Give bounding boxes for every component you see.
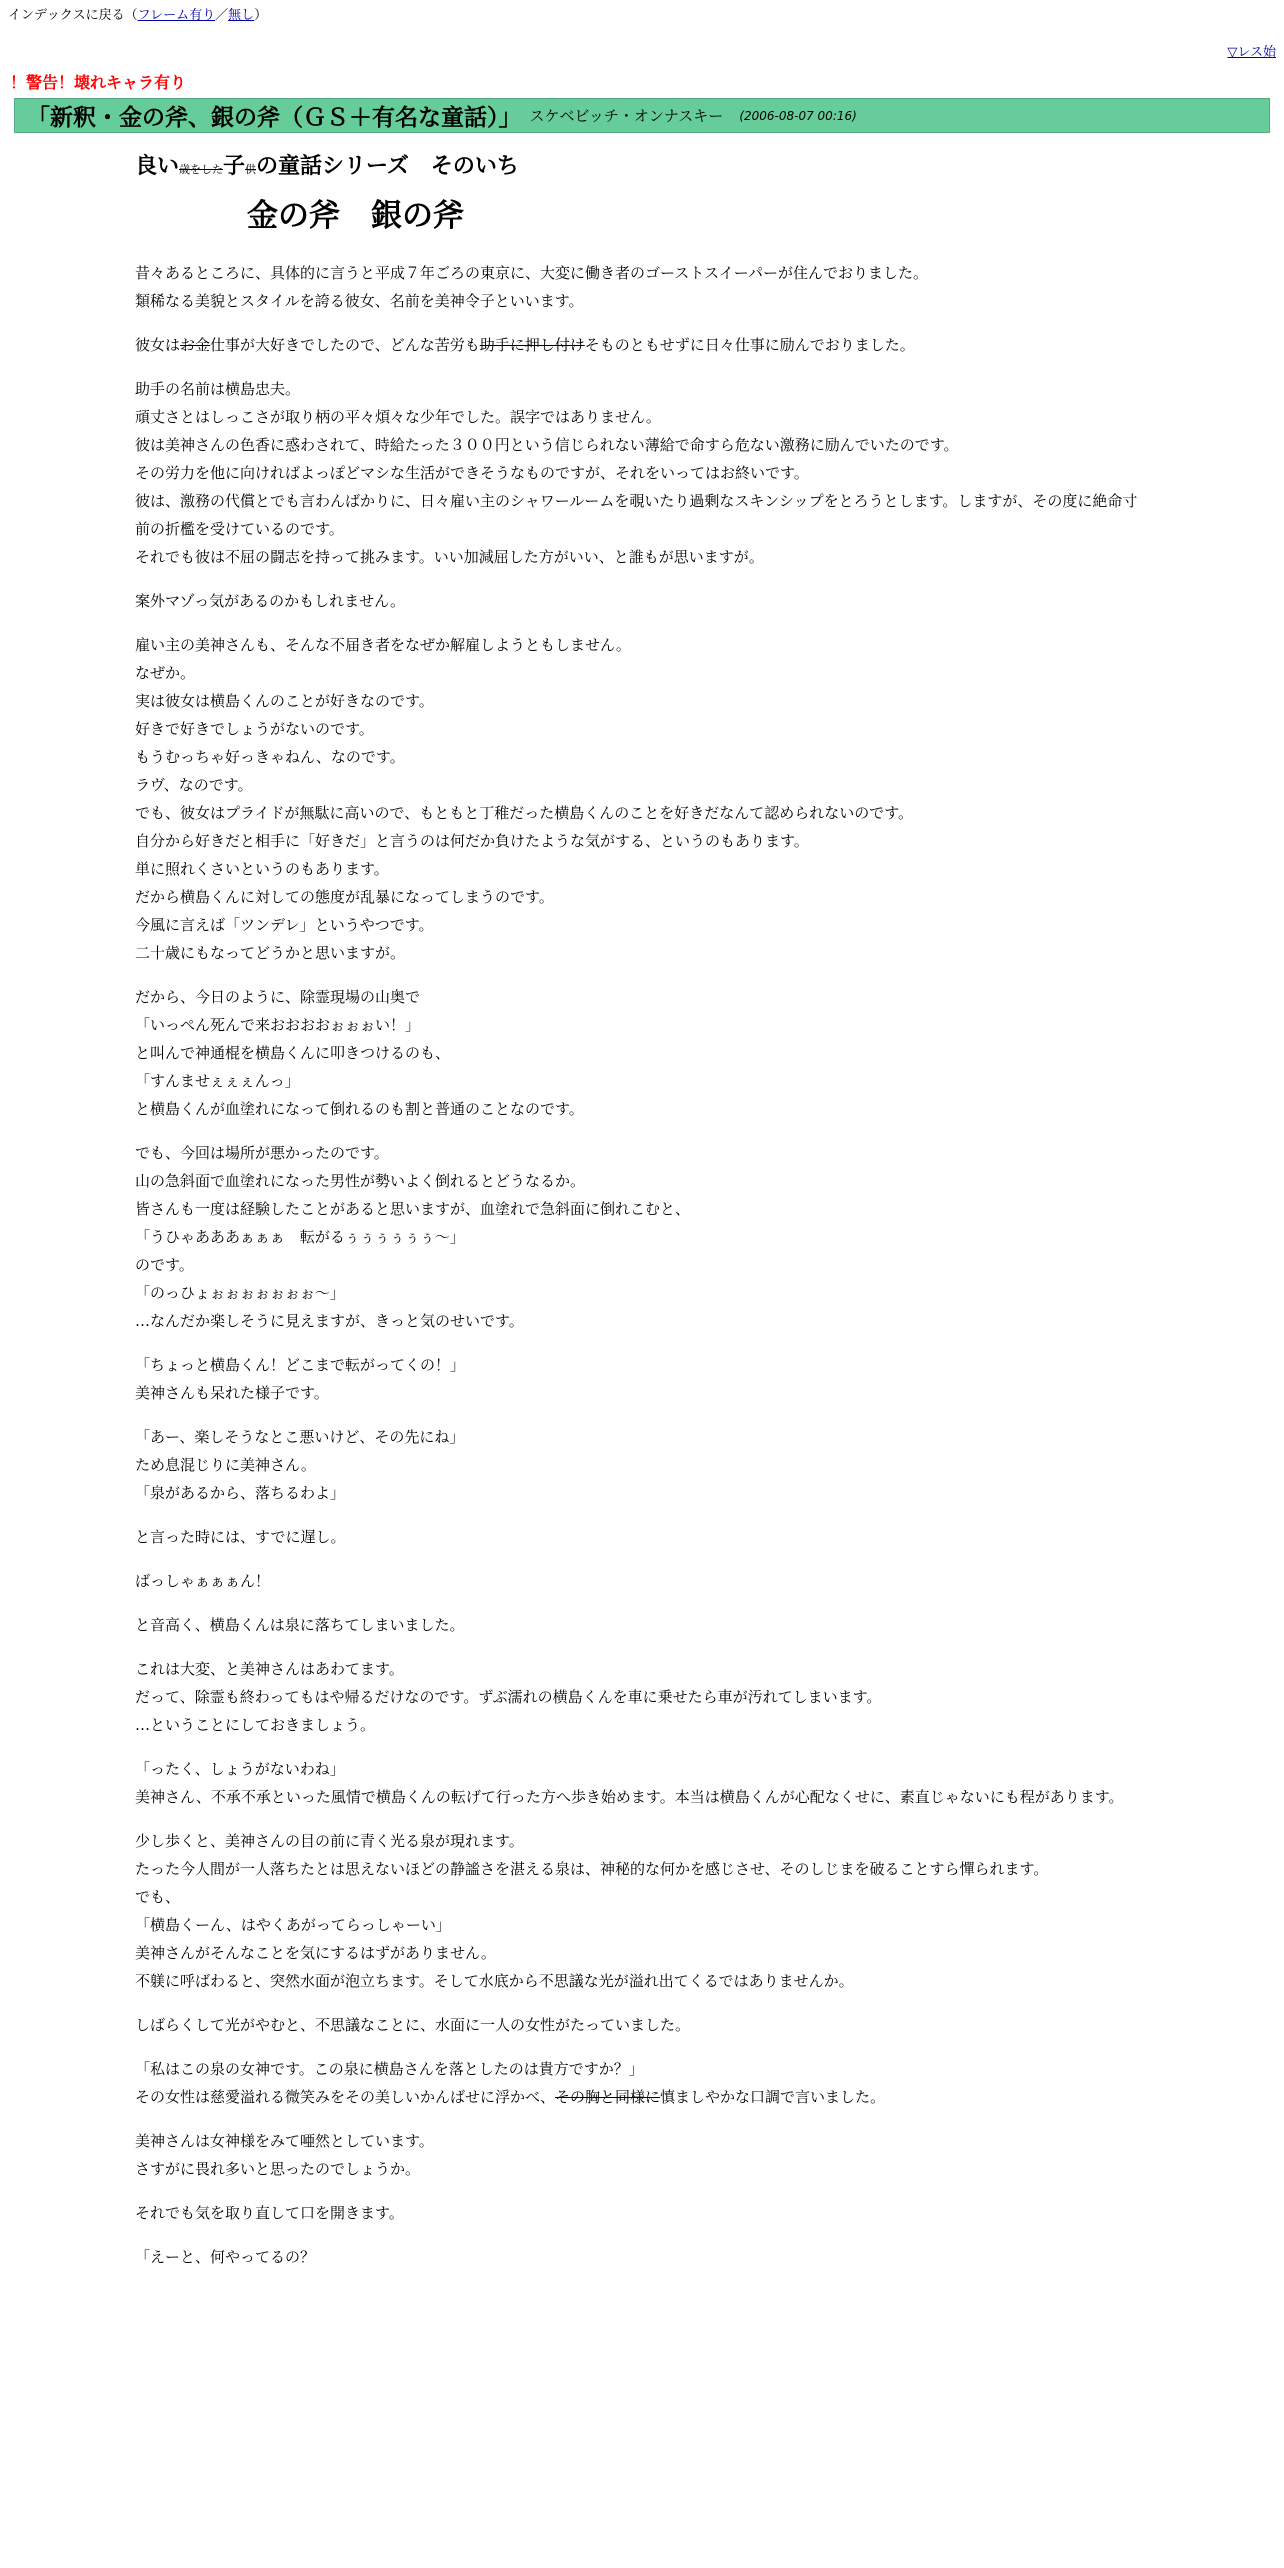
story-line: さすがに畏れ多いと思ったのでしょうか。	[135, 2160, 421, 2178]
story-line: 彼は、激務の代償とでも言わんばかりに、日々雇い主のシャワールームを覗いたり過剰なスキンシップをとろうとします。しますが、その度に絶命寸前の折檻を受けているのです。	[135, 492, 1138, 538]
story-line: 「すんませぇぇぇんっ」	[135, 1072, 300, 1090]
story-line: 美神さんは女神様をみて唖然としています。	[135, 2132, 434, 2150]
story-paragraph	[135, 259, 1145, 315]
story-line: 「横島くーん、はやくあがってらっしゃーい」	[135, 1916, 451, 1934]
story-line: 類稀なる美貌とスタイルを誇る彼女、名前を美神令子といいます。	[135, 292, 584, 310]
story-line: 今風に言えば「ツンデレ」というやつです。	[135, 916, 434, 934]
story-title-bar	[14, 98, 1270, 133]
story-line: だから横島くんに対しての態度が乱暴になってしまうのです。	[135, 888, 554, 906]
story-line: 「いっぺん死んで来おおおおぉぉぉい！」	[135, 1016, 421, 1034]
story-line: だって、除霊も終わってもはや帰るだけなのです。ずぶ濡れの横島くんを車に乗せたら車が汚れてしまいます。	[135, 1688, 882, 1706]
story-line: なぜか。	[135, 664, 196, 682]
story-line: 「私はこの泉の女神です。この泉に横島さんを落としたのは貴方ですか？」	[135, 2060, 644, 2078]
story-paragraph	[135, 1611, 1145, 1639]
nav-separator: ／	[215, 8, 229, 23]
story-title: 「新釈・金の斧、銀の斧（ＧＳ＋有名な童話）」	[27, 105, 522, 131]
story-line: と音高く、横島くんは泉に落ちてしまいました。	[135, 1616, 465, 1634]
strikethrough-text: 助手に押し付け	[479, 336, 585, 354]
story-line: でも、今回は場所が悪かったのです。	[135, 1144, 389, 1162]
story-line: と言った時には、すでに遅し。	[135, 1528, 346, 1546]
story-line: …ということにしておきましょう。	[135, 1716, 376, 1734]
story-paragraph	[135, 1567, 1145, 1595]
story-paragraph	[135, 2011, 1145, 2039]
story-paragraph	[135, 331, 1145, 359]
series-strikethrough-text: 歳をした	[179, 163, 224, 176]
back-to-index-text: インデックスに戻る（	[8, 8, 138, 23]
story-line: 「うひゃあああぁぁぁ 転がるぅぅぅぅぅぅ～」	[135, 1228, 465, 1246]
story-paragraph	[135, 1351, 1145, 1407]
story-line: それでも彼は不屈の闘志を持って挑みます。いい加減屈した方がいい、と誰もが思いますが。	[135, 548, 764, 566]
story-line: 「あー、楽しそうなとこ悪いけど、その先にね」	[135, 1428, 465, 1446]
story-line: その労力を他に向ければよっぽどマシな生活ができそうなものですが、それをいってはお終いです。	[135, 464, 809, 482]
story-line: 彼女はお金仕事が大好きでしたので、どんな苦労も助手に押し付けそものともせずに日々仕事に励んでおりました。	[135, 336, 915, 354]
story-line: 「えーと、何やってるの？	[135, 2248, 316, 2266]
series-heading-text: 子	[223, 154, 246, 179]
warning-text: ！警告！壊れキャラ有り	[10, 73, 187, 92]
series-heading	[135, 152, 1145, 185]
story-line: しばらくして光がやむと、不思議なことに、水面に一人の女性がたっていました。	[135, 2016, 691, 2034]
story-line: のです。	[135, 1256, 194, 1274]
story-paragraphs	[135, 259, 1145, 2271]
story-line: 皆さんも一度は経験したことがあると思いますが、血塗れで急斜面に倒れこむと、	[135, 1200, 691, 1218]
story-line: これは大変、と美神さんはあわてます。	[135, 1660, 404, 1678]
story-line: 少し歩くと、美神さんの目の前に青く光る泉が現れます。	[135, 1832, 524, 1850]
story-line: ラヴ、なのです。	[135, 776, 253, 794]
series-strikethrough-text: 供	[245, 163, 257, 176]
series-heading-text: 良い	[135, 154, 180, 179]
story-paragraph	[135, 631, 1145, 967]
story-paragraph	[135, 1423, 1145, 1507]
story-line: でも、彼女はプライドが無駄に高いので、もともと丁稚だった横島くんのことを好きだなんて認められないのです。	[135, 804, 914, 822]
story-paragraph	[135, 2243, 1145, 2271]
story-line: 「ちょっと横島くん！どこまで転がってくの！」	[135, 1356, 466, 1374]
story-line: …なんだか楽しそうに見えますが、きっと気のせいです。	[135, 1312, 524, 1330]
frame-off-link[interactable]: 無し	[228, 8, 255, 23]
story-line: だから、今日のように、除霊現場の山奥で	[135, 988, 421, 1006]
story-paragraph	[135, 2199, 1145, 2227]
story-paragraph	[135, 375, 1145, 571]
series-heading-text: の童話シリーズ そのいち	[256, 154, 519, 179]
story-line: 単に照れくさいというのもあります。	[135, 860, 389, 878]
nav-close-paren: ）	[254, 8, 268, 23]
story-line: でも、	[135, 1888, 181, 1906]
story-paragraph	[135, 587, 1145, 615]
story-line: もうむっちゃ好っきゃねん、なのです。	[135, 748, 405, 766]
story-body	[135, 152, 1145, 2287]
story-line: 案外マゾっ気があるのかもしれません。	[135, 592, 406, 610]
story-line: 二十歳にもなってどうかと思いますが。	[135, 944, 406, 962]
story-paragraph	[135, 1655, 1145, 1739]
story-line: 美神さん、不承不承といった風情で横島くんの転げて行った方へ歩き始めます。本当は横島くんが心配なくせに、素直じゃないにも程があります。	[135, 1788, 1124, 1806]
story-line: 頑丈さとはしっこさが取り柄の平々煩々な少年でした。誤字ではありません。	[135, 408, 661, 426]
story-line: 好きで好きでしょうがないのです。	[135, 720, 374, 738]
chapter-title: 金の斧 銀の斧	[247, 198, 464, 234]
story-line: 「のっひょぉぉぉぉぉぉぉ～」	[135, 1284, 345, 1302]
frame-on-link[interactable]: フレーム有り	[137, 8, 216, 23]
story-line: 彼は美神さんの色香に惑わされて、時給たった３００円という信じられない薄給で命すら危ない激務に励んでいたのです。	[135, 436, 959, 454]
story-paragraph	[135, 983, 1145, 1123]
story-line: その女性は慈愛溢れる微笑みをその美しいかんばせに浮かべ、その胸と同様に慎ましやかな口調で言いました。	[135, 2088, 886, 2106]
story-paragraph	[135, 1139, 1145, 1335]
story-line: 自分から好きだと相手に「好きだ」と言うのは何だか負けたような気がする、というのもあります。	[135, 832, 809, 850]
story-line: 雇い主の美神さんも、そんな不届き者をなぜか解雇しようともしません。	[135, 636, 631, 654]
story-line: 不躾に呼ばわると、突然水面が泡立ちます。そして水底から不思議な光が溢れ出てくるではありませんか。	[135, 1972, 854, 1990]
story-line: 「ったく、しょうがないわね」	[135, 1760, 345, 1778]
story-paragraph	[135, 1523, 1145, 1551]
story-line: ばっしゃぁぁぁん！	[135, 1572, 271, 1590]
author-name: スケベビッチ・オンナスキー	[529, 107, 724, 125]
story-line: 昔々あるところに、具体的に言うと平成７年ごろの東京に、大変に働き者のゴーストスイーパーが住んでおりました。	[135, 264, 929, 282]
story-line: と横島くんが血塗れになって倒れるのも割と普通のことなのです。	[135, 1100, 584, 1118]
story-paragraph	[135, 2127, 1145, 2183]
story-line: それでも気を取り直して口を開きます。	[135, 2204, 404, 2222]
story-paragraph	[135, 1827, 1145, 1995]
post-date: (2006-08-07 00:16)	[739, 108, 857, 123]
strikethrough-text: その胸と同様に	[555, 2088, 661, 2106]
story-line: と叫んで神通棍を横島くんに叩きつけるのも、	[135, 1044, 451, 1062]
story-line: たった今人間が一人落ちたとは思えないほどの静謐さを湛える泉は、神秘的な何かを感じさせ、そのしじまを破ることすら憚られます。	[135, 1860, 1049, 1878]
story-line: ため息混じりに美神さん。	[135, 1456, 316, 1474]
index-nav	[8, 7, 267, 25]
story-line: 助手の名前は横島忠夫。	[135, 380, 301, 398]
story-paragraph	[135, 1755, 1145, 1811]
story-line: 実は彼女は横島くんのことが好きなのです。	[135, 692, 434, 710]
story-paragraph	[135, 2055, 1145, 2111]
story-line: 「泉があるから、落ちるわよ」	[135, 1484, 346, 1502]
jump-to-responses-link[interactable]: ▽レス始	[1227, 45, 1276, 60]
story-line: 美神さんがそんなことを気にするはずがありません。	[135, 1944, 496, 1962]
story-line: 美神さんも呆れた様子です。	[135, 1384, 329, 1402]
strikethrough-text: お金	[180, 336, 211, 354]
story-line: 山の急斜面で血塗れになった男性が勢いよく倒れるとどうなるか。	[135, 1172, 586, 1190]
